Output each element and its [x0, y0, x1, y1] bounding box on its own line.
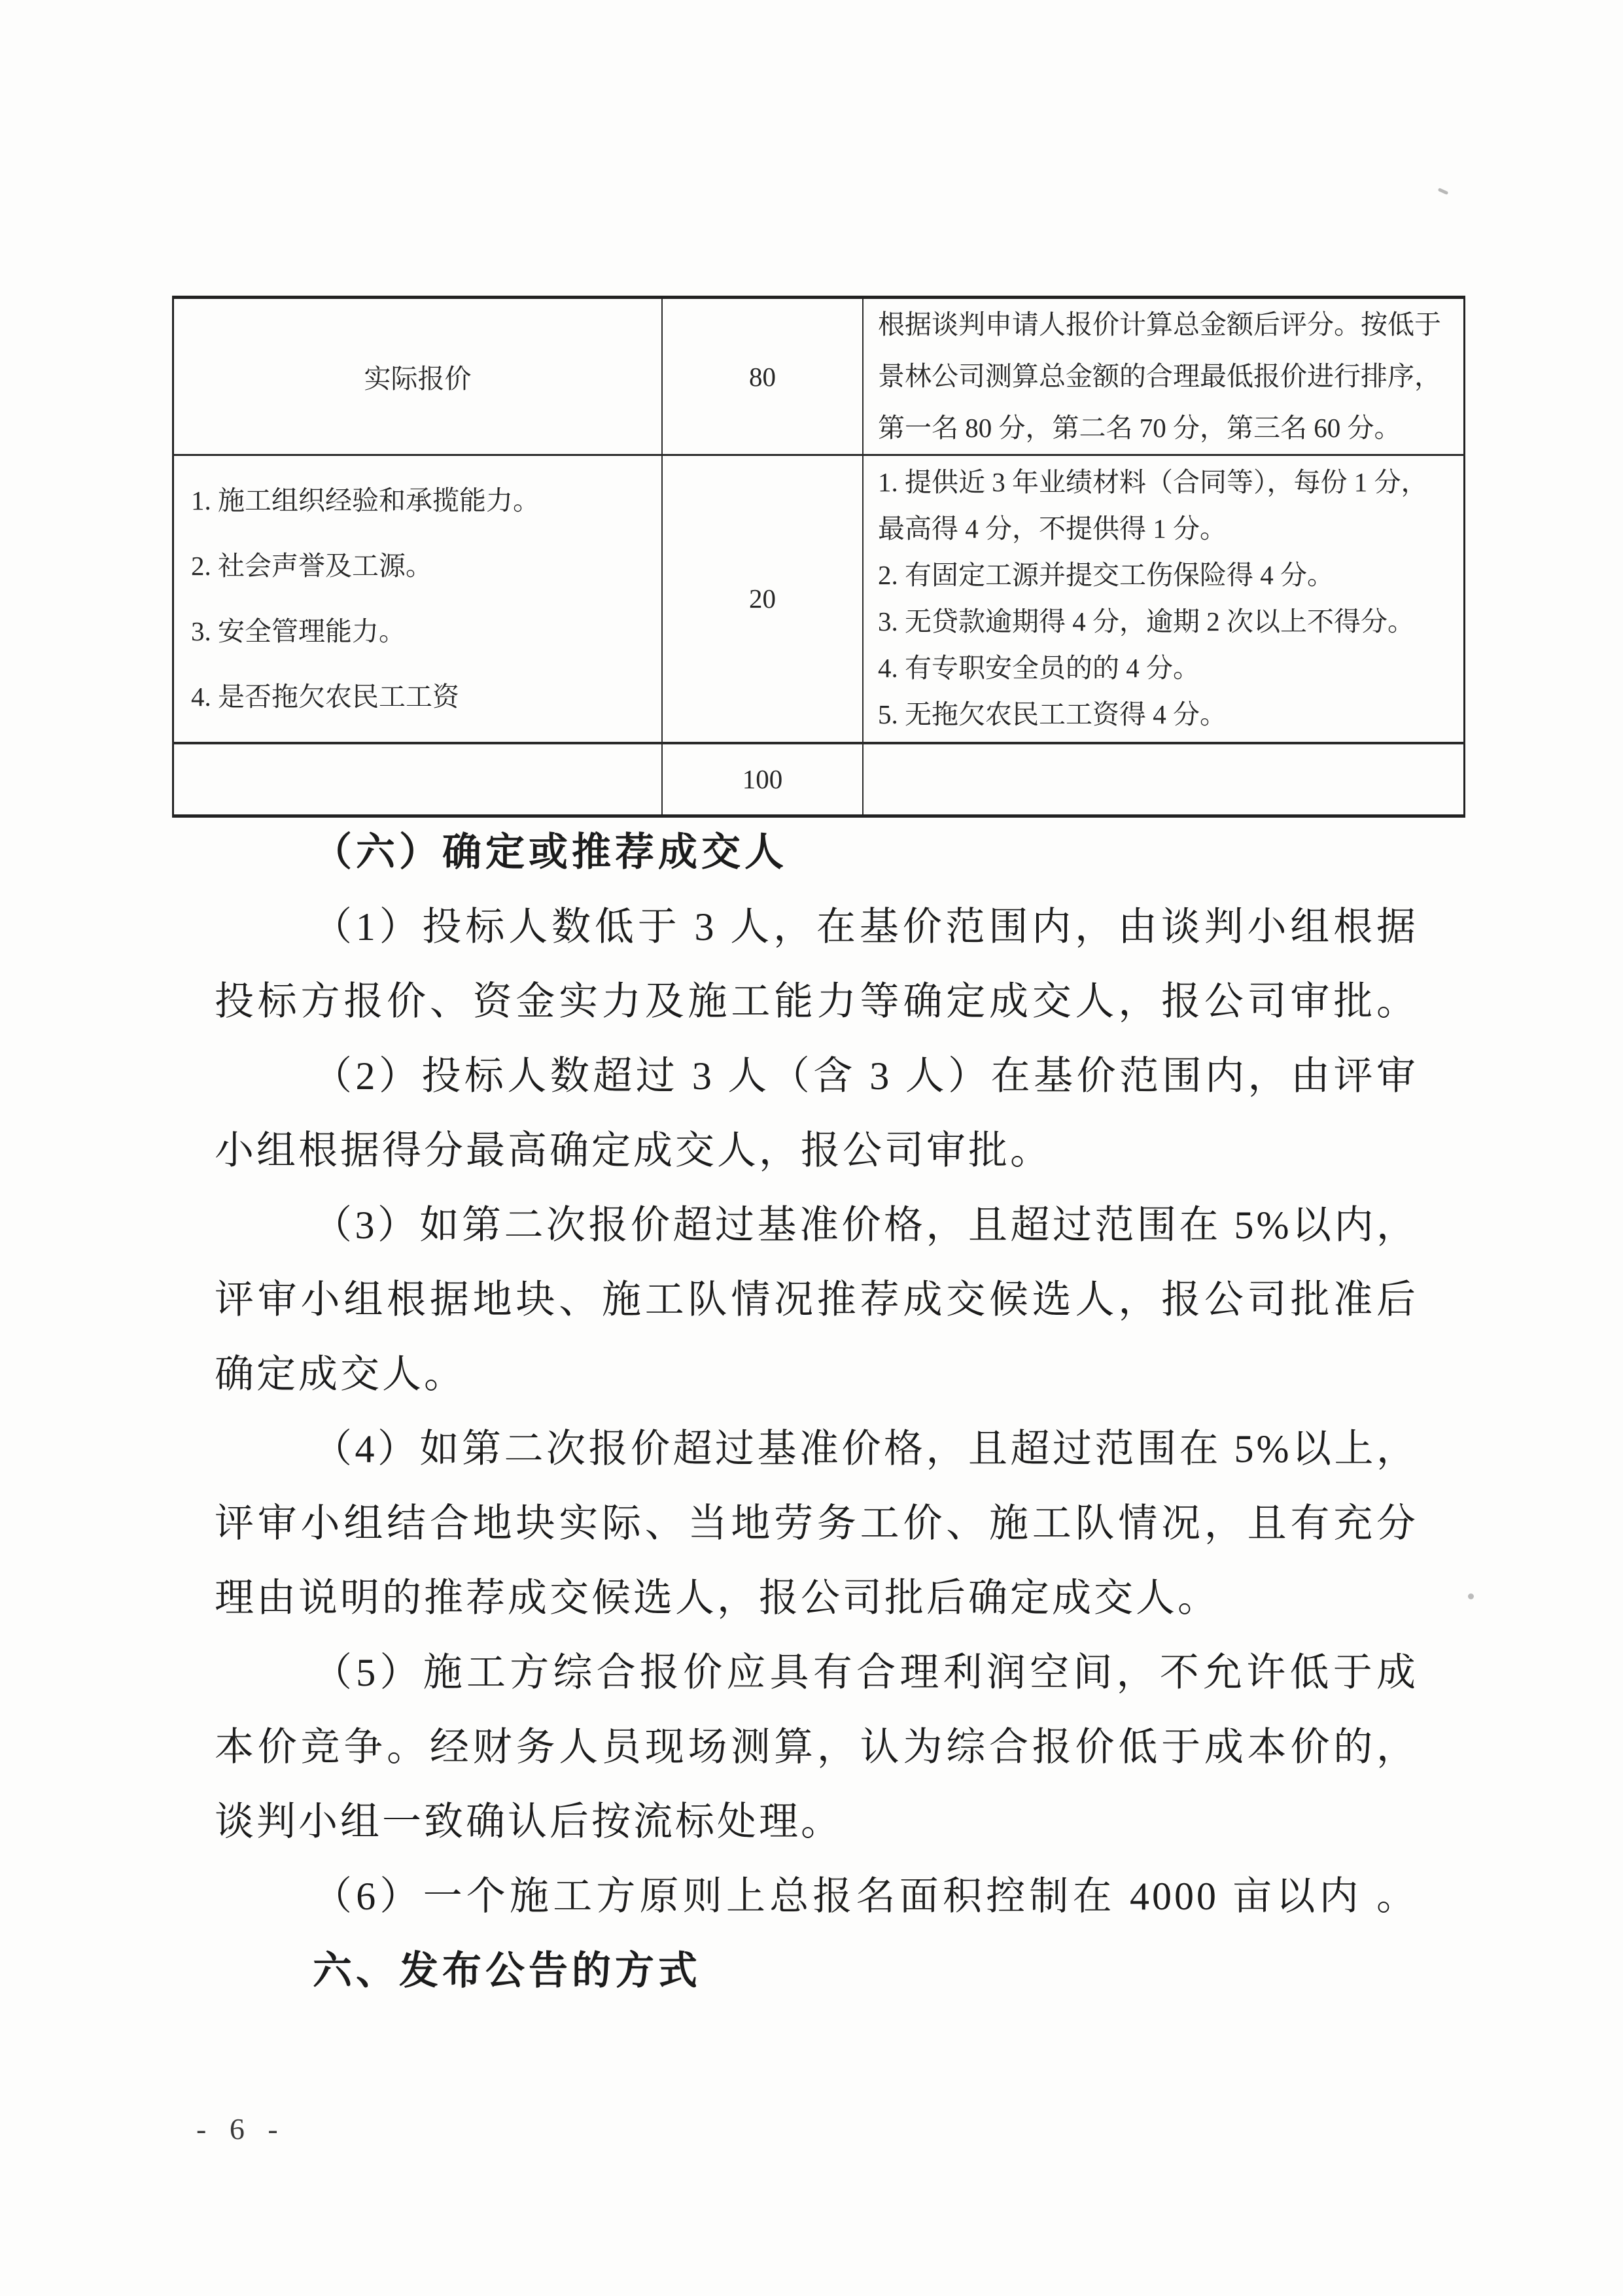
table-row-qualifications: [173, 455, 1465, 743]
empty-cell: [173, 743, 663, 816]
paragraph-line: 小组根据得分最高确定成交人，报公司审批。: [215, 1129, 1052, 1172]
method-line: 4. 有专职安全员的的 4 分。: [878, 653, 1200, 684]
paragraph-line: 评审小组结合地块实际、当地劳务工价、施工队情况，且有充分: [215, 1502, 1418, 1545]
paragraph-line: （3）如第二次报价超过基准价格，且超过范围在 5%以内，: [313, 1204, 1418, 1247]
page-number: - 6 -: [196, 2112, 286, 2146]
method-line: 1. 提供近 3 年业绩材料（合同等），每份 1 分，: [878, 467, 1428, 498]
criteria-item: 2. 社会声誉及工源。: [191, 551, 432, 582]
total-weight-cell: [662, 743, 863, 816]
method-line: 景林公司测算总金额的合理最低报价进行排序，: [878, 361, 1441, 391]
paragraph-line: 谈判小组一致确认后按流标处理。: [215, 1800, 843, 1843]
table-row-actual-quote: [173, 298, 1465, 455]
evaluation-score-table: [172, 296, 1465, 818]
empty-cell: [863, 743, 1465, 816]
method-line: 最高得 4 分，不提供得 1 分。: [878, 513, 1227, 544]
section-heading-six: 六、发布公告的方式: [313, 1949, 701, 1992]
paragraph-line: （4）如第二次报价超过基准价格，且超过范围在 5%以上，: [313, 1427, 1418, 1470]
method-line: 根据谈判申请人报价计算总金额后评分。按低于: [878, 309, 1441, 339]
paragraph-line: （2）投标人数超过 3 人（含 3 人）在基价范围内，由评审: [313, 1054, 1418, 1098]
paragraph-line: （1）投标人数低于 3 人，在基价范围内，由谈判小组根据: [313, 905, 1418, 948]
paragraph-line: 评审小组根据地块、施工队情况推荐成交候选人，报公司批准后: [215, 1278, 1418, 1321]
criteria-item: 1. 施工组织经验和承揽能力。: [191, 485, 540, 516]
weight-cell: [662, 298, 863, 455]
criteria-cell: [173, 455, 663, 743]
weight-value: 20: [749, 583, 776, 614]
scan-speck: [1438, 188, 1449, 195]
paragraph-line: 理由说明的推荐成交候选人，报公司批后确定成交人。: [215, 1576, 1219, 1620]
method-line: 2. 有固定工源并提交工伤保险得 4 分。: [878, 560, 1334, 591]
scan-speck: [1468, 1593, 1474, 1599]
method-cell: [863, 298, 1465, 455]
total-value: 100: [742, 764, 783, 795]
table-row-total: [173, 743, 1465, 816]
criteria-item: 4. 是否拖欠农民工工资: [191, 682, 459, 712]
section-heading-6: （六）确定或推荐成交人: [313, 831, 788, 874]
paragraph-line: 本价竞争。经财务人员现场测算，认为综合报价低于成本价的，: [215, 1726, 1418, 1769]
paragraph-line: （5）施工方综合报价应具有合理利润空间，不允许低于成: [313, 1651, 1418, 1694]
method-line: 第一名 80 分，第二名 70 分，第三名 60 分。: [878, 413, 1401, 443]
method-line: 5. 无拖欠农民工工资得 4 分。: [878, 699, 1227, 730]
weight-cell: [662, 455, 863, 743]
method-line: 3. 无贷款逾期得 4 分，逾期 2 次以上不得分。: [878, 606, 1414, 637]
criteria-text: 实际报价: [364, 364, 472, 394]
document-body: [215, 815, 1418, 2008]
weight-value: 80: [749, 361, 776, 392]
criteria-cell: [173, 298, 663, 455]
method-cell: [863, 455, 1465, 743]
criteria-item: 3. 安全管理能力。: [191, 616, 406, 647]
paragraph-line: 投标方报价、资金实力及施工能力等确定成交人，报公司审批。: [215, 980, 1418, 1023]
paragraph-line: 确定成交人。: [215, 1353, 466, 1396]
paragraph-line: （6）一个施工方原则上总报名面积控制在 4000 亩以内 。: [313, 1875, 1418, 1918]
